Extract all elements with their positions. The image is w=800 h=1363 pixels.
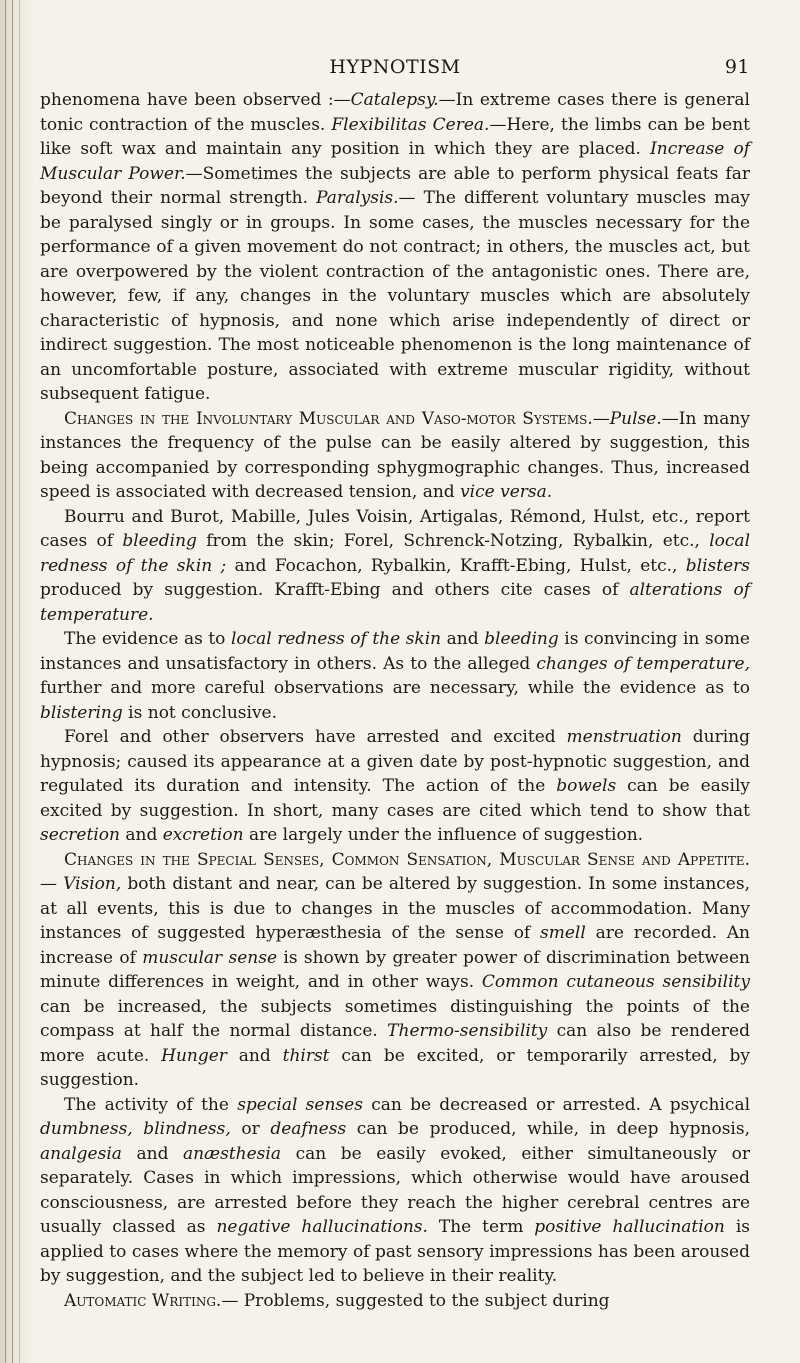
text-run: — The different voluntary muscles may be paralysed singly or in groups. In some cases, the muscles necessary for the performance of a given movement do not contract; in others, the muscles act, but are overpowered by the violent contraction of the antagonistic ones. There are, however, few, if any, changes in the voluntary muscles which are absolutely characteristic of hypnosis, and none which arise independently of direct or indirect suggestion. The most noticeable phenomenon is the long maintenance of an uncomfortable posture, associated with extreme muscular rigidity, without subsequent fatigue. [40,188,750,404]
text-run: Forel and other observers have arrested and excited [64,727,567,747]
text-run: is applied to cases where the memory of past sensory impressions has been aroused by suggestion, and the subject led to believe in their reality. [40,1217,750,1286]
italic-term: Hunger [161,1045,227,1066]
italic-term: smell [540,923,586,943]
paragraph-muscular-phenomena [40,88,750,407]
paragraph-automatic-writing [40,1289,750,1314]
text-run: The evidence as to [64,629,231,649]
text-run: are largely under the influence of suggestion. [243,825,644,845]
running-head [40,52,750,88]
text-run: and [121,1143,184,1164]
page-number: 91 [724,56,750,78]
italic-term: anæsthesia [183,1143,281,1164]
text-run: is not conclusive. [122,702,278,723]
text-run: —In extreme cases there is general tonic contraction of the muscles. [40,90,750,135]
running-title: HYPNOTISM [329,56,461,78]
italic-term: excretion [162,825,244,845]
paragraph-menstruation [40,725,750,848]
subheading-vision: Vision, [63,874,122,894]
subheading-increase-muscular-power: Increase of Muscular Power. [40,139,750,184]
paragraph-skin-cases [40,505,750,628]
subheading-catalepsy: Catalepsy. [350,90,439,110]
text-run: are recorded. An increase of [40,923,750,968]
text-run: and [226,1045,283,1066]
gutter-line [5,0,6,1363]
text-run: The activity of the [64,1094,238,1115]
text-run: further and more careful observations are necessary, while the evidence as to [40,678,750,698]
text-run: —Here, the limbs can be bent like soft wax and maintain any position in which they are placed. [40,114,750,159]
text-run: can be produced, while, in deep hypnosis, [346,1119,750,1139]
text-run: — Problems, suggested to the subject during [221,1290,610,1311]
italic-term: positive hallucination [534,1217,725,1237]
italic-term: local redness of the skin [230,629,442,649]
text-run: can also be rendered more acute. [40,1021,750,1066]
italic-term: blistering [40,702,123,723]
text-run: is convincing in some instances and unsatisfactory in others. As to the alleged [40,629,750,674]
text-run: can be excited, or temporarily arrested, by suggestion. [40,1045,750,1090]
italic-term: alterations of temperature. [40,580,750,625]
text-run: and Focachon, Rybalkin, Krafft-Ebing, Hulst, etc., [226,555,686,576]
text-run: —Sometimes the subjects are able to perform physical feats far beyond their normal strength. [40,163,750,208]
section-heading-involuntary-systems: Changes in the Involuntary Muscular and Vaso-motor Systems. [64,408,593,429]
text-run: can be increased, the subjects sometimes distinguishing the points of the compass at half the normal distance. [40,996,750,1041]
italic-term: dumbness, blindness, [40,1119,231,1139]
subheading-flexibilitas-cerea: Flexibilitas Cerea. [331,114,490,135]
text-run: from the skin; Forel, Schrenck-Notzing, Rybalkin, etc., [196,531,710,551]
paragraph-evidence [40,627,750,725]
italic-term: Thermo-sensibility [387,1021,548,1041]
gutter-line [19,0,20,1363]
text-run: or [230,1119,271,1139]
text-run: The term [427,1217,535,1237]
gutter-line [12,0,13,1363]
text-run: — [592,408,610,429]
text-run: phenomena have been observed :— [40,90,351,110]
text-run: both distant and near, can be altered by suggestion. In some instances, at all events, this is due to changes in the muscles of accommodation. Many instances of suggested hyperæsthesia of the sense of [40,874,750,943]
text-run: is shown by greater power of discrimination between minute differences in weight, and in other ways. [40,947,750,992]
book-gutter [0,0,34,1363]
italic-term: bleeding [484,629,559,649]
subheading-paralysis: Paralysis. [316,188,399,208]
text-run: —In many instances the frequency of the pulse can be easily altered by suggestion, this being accompanied by corresponding sphygmographic changes. Thus, increased speed is associated with decreased tension, and [40,408,750,502]
italic-term: menstruation [566,727,682,747]
text-run: can be easily evoked, either simultaneously or separately. Cases in which impressions, which otherwise would have aroused consciousness, are arrested before they reach the higher cerebral centres are usually classed as [40,1143,750,1237]
section-heading-special-senses: Changes in the Special Senses, Common Sensation, Muscular Sense and Appetite. [64,849,750,870]
book-page [40,52,750,1313]
italic-term: negative hallucinations. [216,1217,428,1237]
body-text [40,88,750,1313]
paragraph-involuntary-muscular [40,407,750,505]
italic-term: local redness of the skin ; [40,531,750,576]
text-run: during hypnosis; caused its appearance at a given date by post-hypnotic suggestion, and regulated its duration and intensity. The action of the [40,727,750,796]
italic-term: bleeding [122,531,197,551]
text-run: can be decreased or arrested. A psychical [362,1094,751,1115]
italic-term: deafness [270,1119,347,1139]
italic-term: Common cutaneous sensibility [481,972,750,992]
italic-term: blisters [685,555,750,576]
text-run: — [40,874,64,894]
text-run: Bourru and Burot, Mabille, Jules Voisin, Artigalas, Rémond, Hulst, etc., report cases of [40,506,750,551]
text-run: can be easily excited by suggestion. In short, many cases are cited which tend to show that [40,776,750,821]
subheading-pulse: Pulse. [609,408,662,429]
italic-term: muscular sense [142,947,278,968]
text-run: and [119,825,163,845]
italic-term: changes of temperature, [536,653,750,674]
text-run: and [441,629,485,649]
section-heading-automatic-writing: Automatic Writing. [64,1290,222,1311]
paragraph-hallucinations [40,1093,750,1289]
italic-term: vice versa. [460,482,553,502]
italic-term: analgesia [40,1143,122,1164]
italic-term: secretion [40,825,120,845]
italic-term: thirst [282,1045,330,1066]
text-run: produced by suggestion. Krafft-Ebing and others cite cases of [40,580,630,600]
italic-term: special senses [237,1094,363,1115]
paragraph-special-senses [40,848,750,1093]
italic-term: bowels [556,776,617,796]
